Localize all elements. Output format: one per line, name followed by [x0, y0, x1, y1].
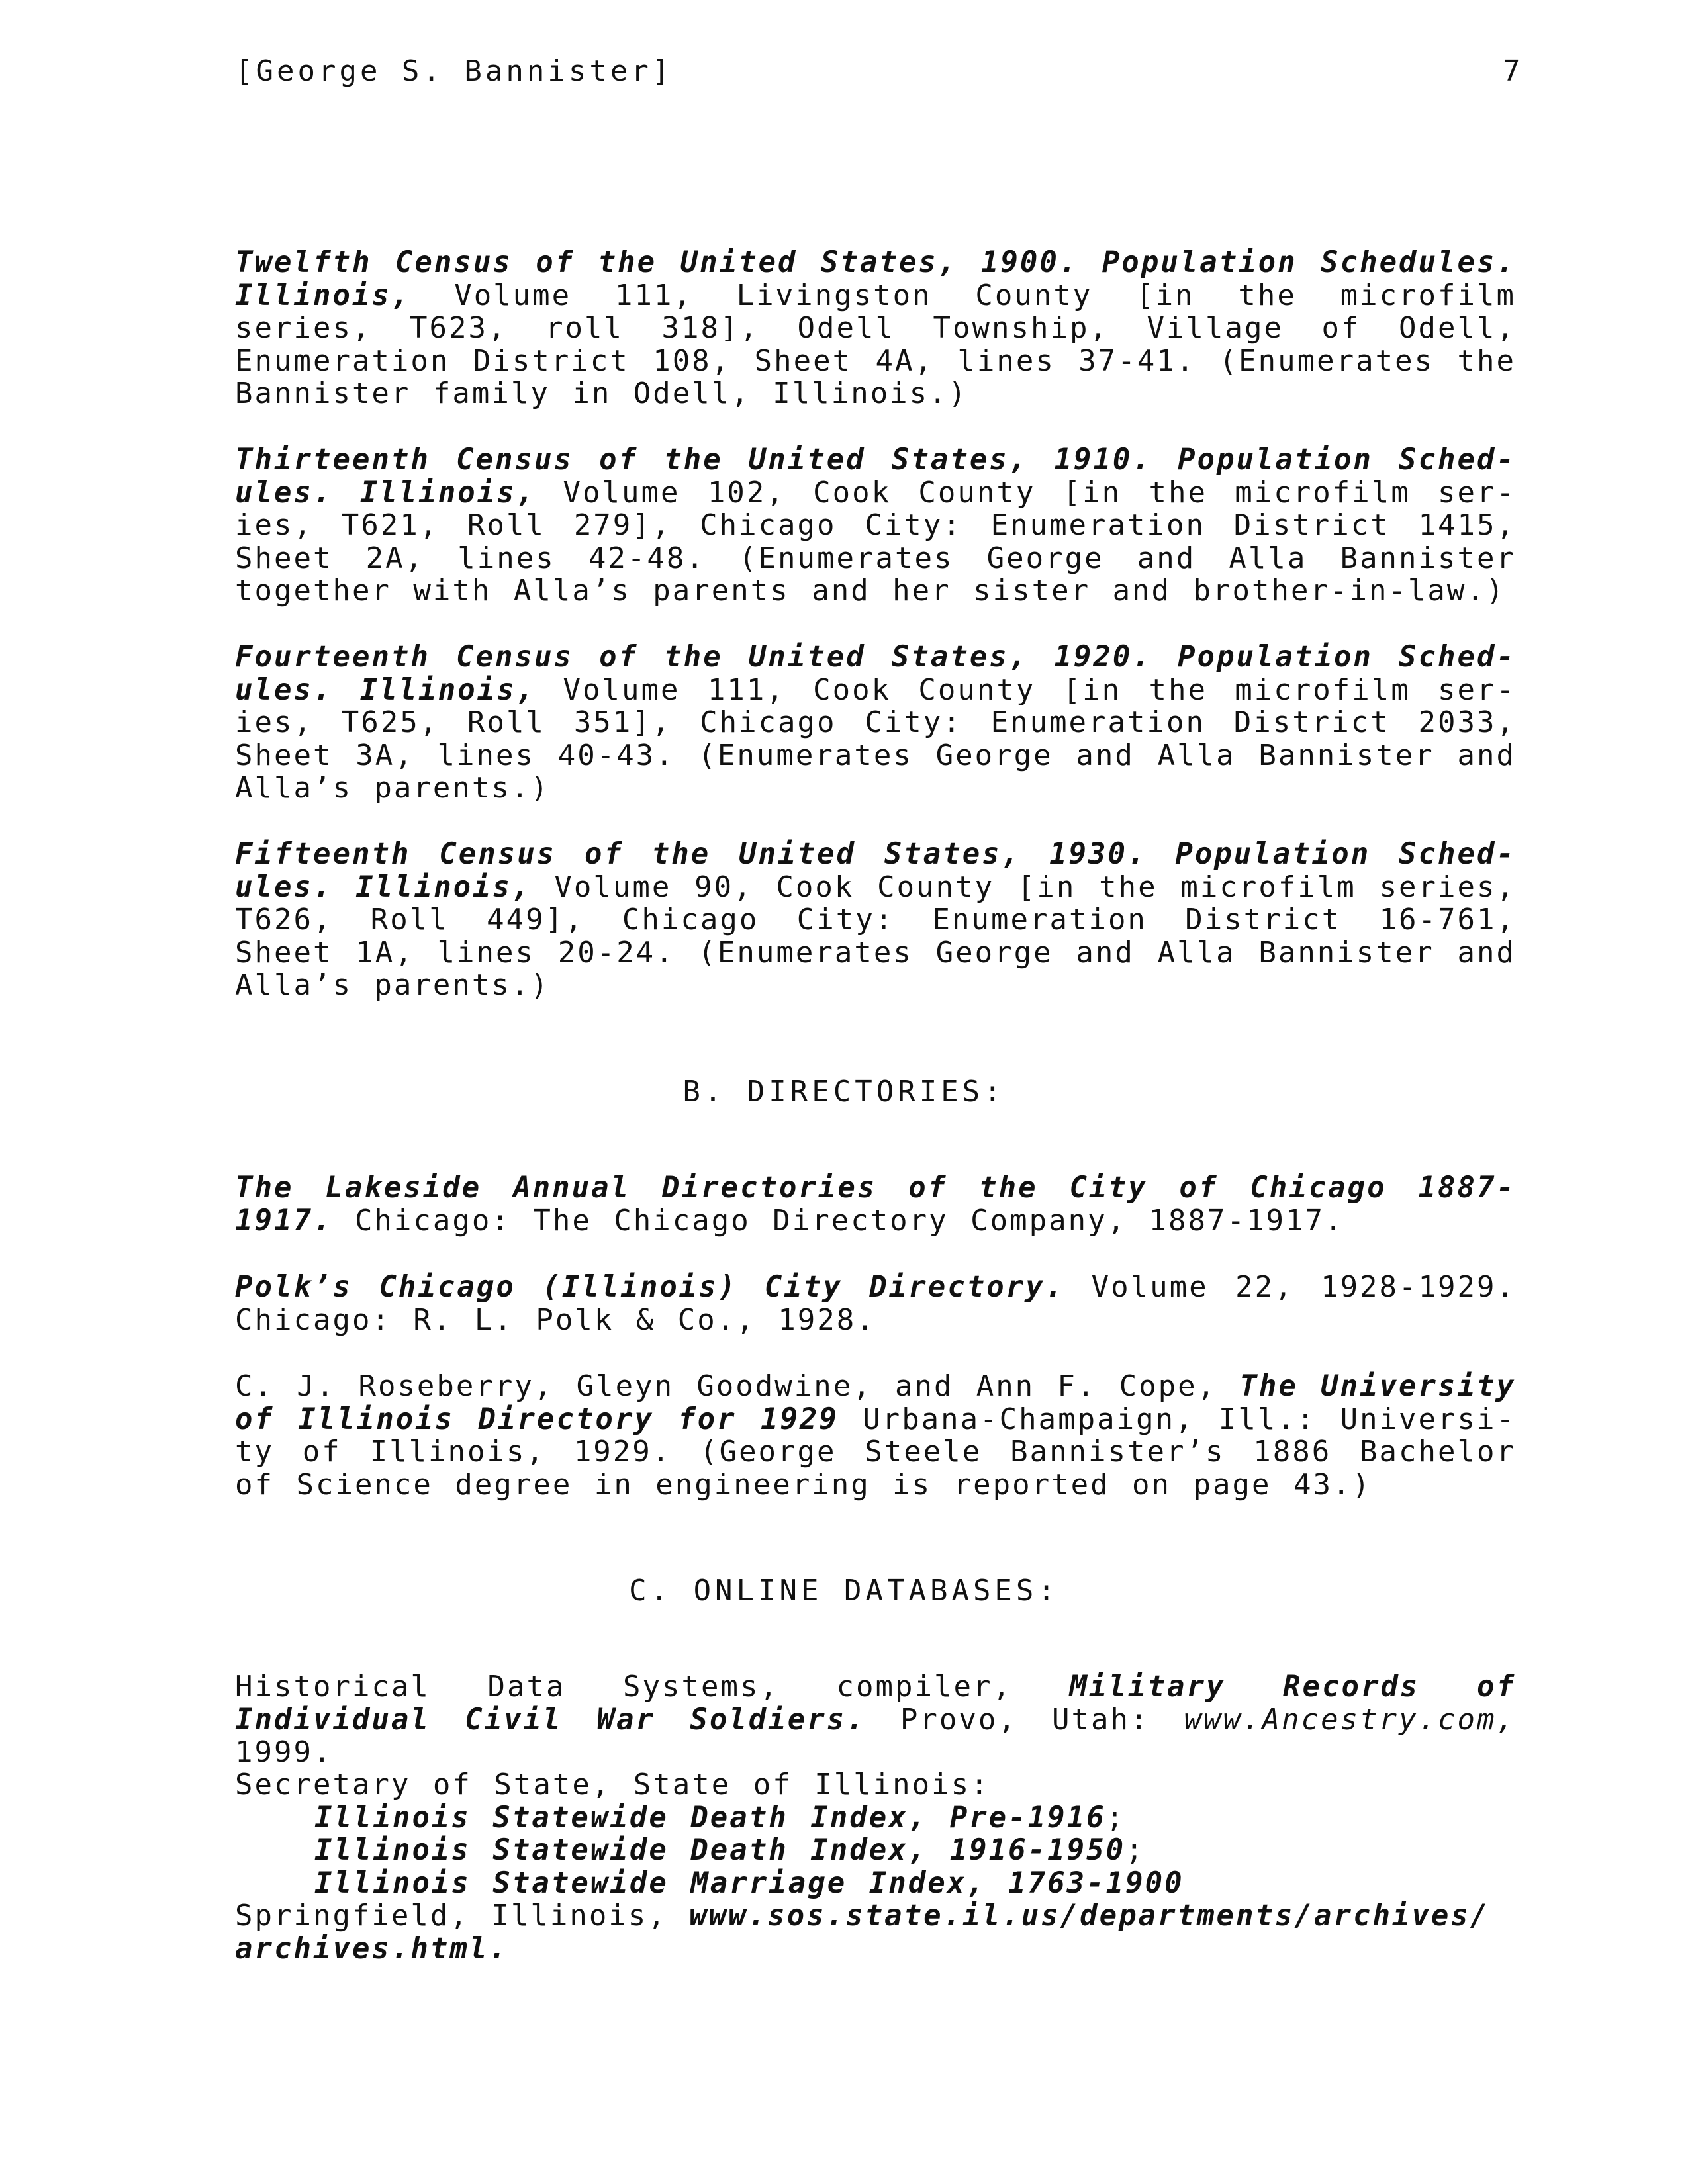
- entry-text: Volume 111, Cook County [in the microfilm ser-ies, T625, Roll 351], Chicago City: Enumeration District 2033, Sheet 3A, lines 40-43. (Enumerates George and Alla Bannister and Alla’s parents.): [235, 672, 1516, 805]
- entry-text: Volume 111, Livingston County [in the microfilm series, T623, roll 318], Odell Township, Village of Odell, Enumeration District 108, Sheet 4A, lines 37-41. (Enumerates the Bannister family in Odell, Illinois.): [235, 278, 1516, 410]
- entry-title: The University of Illinois Directory for 1929: [235, 1369, 1516, 1436]
- index-list-item: [235, 1867, 1516, 1900]
- bibliography-entry-university: [235, 1370, 1516, 1501]
- bibliography-entry-military-records: [235, 1670, 1516, 1769]
- index-separator: ;: [1105, 1800, 1126, 1835]
- index-list-item: [235, 1834, 1516, 1867]
- entry-text: Chicago: The Chicago Directory Company, 1887-1917.: [332, 1203, 1344, 1238]
- entry-authors: Historical Data Systems, compiler,: [235, 1670, 1070, 1704]
- bibliography-entry-census-1900: [235, 246, 1516, 410]
- entry-authors: C. J. Roseberry, Gleyn Goodwine, and Ann F. Cope,: [235, 1369, 1240, 1403]
- bibliography-entry-lakeside: [235, 1171, 1516, 1237]
- index-title: Illinois Statewide Death Index, 1916-1950: [314, 1833, 1126, 1867]
- entry-url-part-1: www.sos.state.il.us/departments/archives/: [689, 1899, 1490, 1933]
- bibliography-entry-census-1910: [235, 443, 1516, 608]
- entry-text: Volume 90, Cook County [in the microfilm series, T626, Roll 449], Chicago City: Enumeration District 16-761, Sheet 1A, lines 20-24. (Enumerates George and Alla Bannister and Alla’s parents.): [235, 870, 1516, 1002]
- entry-url: www.Ancestry.com,: [1184, 1702, 1516, 1737]
- index-title: Illinois Statewide Marriage Index, 1763-1900: [314, 1866, 1184, 1900]
- entry-title: Fifteenth Census of the United States, 1930. Population Sched-ules. Illinois,: [235, 837, 1516, 904]
- section-heading-online-databases: C. ONLINE DATABASES:: [629, 1574, 1059, 1608]
- bibliography-entry-census-1920: [235, 641, 1516, 805]
- running-head: [George S. Bannister]: [235, 54, 673, 88]
- entry-title: The Lakeside Annual Directories of the City of Chicago 1887-1917.: [235, 1171, 1516, 1238]
- entry-title: Military Records of Individual Civil War Soldiers.: [235, 1670, 1516, 1737]
- section-heading-directories: B. DIRECTORIES:: [682, 1075, 1006, 1109]
- page-number: 7: [1503, 54, 1521, 88]
- entry-place: Springfield, Illinois,: [235, 1899, 690, 1933]
- bibliography-entry-polk: [235, 1271, 1516, 1336]
- entry-text: Urbana-Champaign, Ill.: Universi-ty of Illinois, 1929. (George Steele Bannister’s 1886 Bachelor of Science degree in engineering is reported on page 43.): [235, 1402, 1516, 1502]
- entry-title: Twelfth Census of the United States, 1900. Population Schedules. Illinois,: [235, 246, 1516, 312]
- entry-text: Volume 22, 1928-1929. Chicago: R. L. Polk & Co., 1928.: [235, 1270, 1516, 1337]
- entry-text: Volume 102, Cook County [in the microfilm ser-ies, T621, Roll 279], Chicago City: Enumeration District 1415, Sheet 2A, lines 42-48. (Enumerates George and Alla Bannister together with Alla’s parents and her sister and brother-in-law.): [235, 475, 1516, 608]
- entry-title: Polk’s Chicago (Illinois) City Directory.: [235, 1270, 1065, 1304]
- entry-text: 1999.: [235, 1735, 333, 1769]
- index-separator: ;: [1125, 1833, 1145, 1867]
- entry-place-line: [235, 1899, 1516, 1933]
- index-list-item: [235, 1801, 1516, 1835]
- bibliography-entry-census-1930: [235, 838, 1516, 1002]
- entry-title: Thirteenth Census of the United States, 1910. Population Sched-ules. Illinois,: [235, 443, 1516, 510]
- entry-text: Provo, Utah:: [865, 1702, 1184, 1737]
- entry-url-part-2: archives.html.: [235, 1931, 508, 1966]
- entry-title: Fourteenth Census of the United States, 1920. Population Sched-ules. Illinois,: [235, 640, 1516, 707]
- index-title: Illinois Statewide Death Index, Pre-1916: [314, 1800, 1106, 1835]
- bibliography-entry-secretary-of-state: [235, 1768, 1516, 1965]
- entry-intro: Secretary of State, State of Illinois:: [235, 1768, 990, 1801]
